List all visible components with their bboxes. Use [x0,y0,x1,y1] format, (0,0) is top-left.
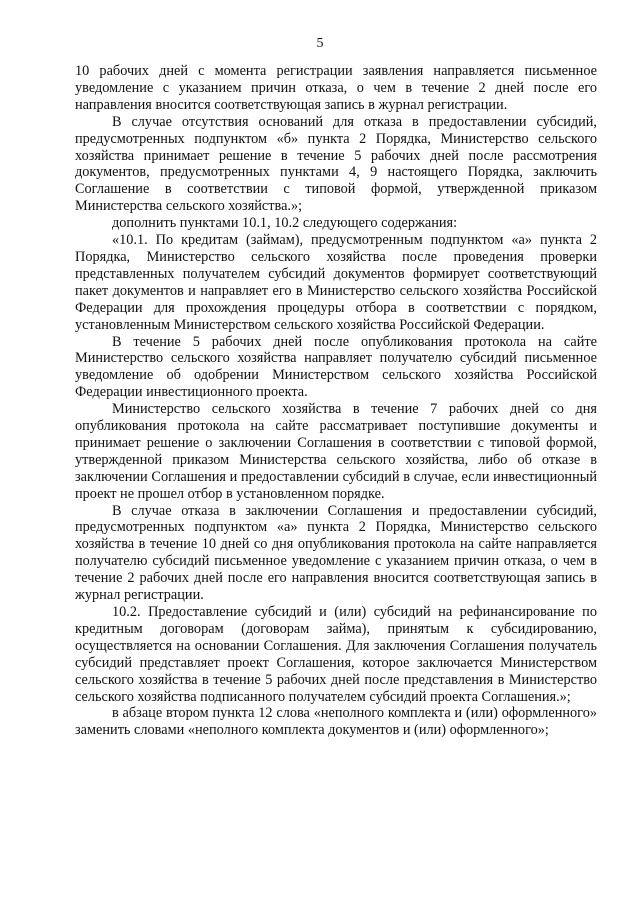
paragraph: Министерство сельского хозяйства в течение 7 рабочих дней со дня опубликования протокола на сайте рассматривает поступившие документы и принимает решение о заключении Соглашения в соответствии с типовой формой, утвержденной приказом Министерства сельского хозяйства, либо об отказе в заключении Соглашения и предоставлении субсидий в случае, если инвестиционный проект не прошел отбор в установленном порядке. [75,401,597,502]
paragraph: «10.1. По кредитам (займам), предусмотренным подпунктом «а» пункта 2 Порядка, Министерство сельского хозяйства после проведения проверки представленных получателем субсидий документов формирует соответствующий пакет документов и направляет его в Министерство сельского хозяйства Российской Федерации для прохождения процедуры отбора в соответствии с порядком, установленным Министерством сельского хозяйства Российской Федерации. [75,232,597,333]
document-body [75,63,597,739]
paragraph: В случае отказа в заключении Соглашения и предоставлении субсидий, предусмотренных подпунктом «а» пункта 2 Порядка, Министерство сельского хозяйства в течение 10 дней со дня опубликования протокола на сайте направляется получателю субсидий письменное уведомление с указанием причин отказа, о чем в течение 2 рабочих дней после его направления вносится соответствующая запись в журнал регистрации. [75,502,597,604]
page-number: 5 [316,36,324,51]
paragraph: в абзаце втором пункта 12 слова «неполного комплекта и (или) оформленного» заменить словами «неполного комплекта документов и (или) оформленного»; [75,705,597,739]
paragraph: 10 рабочих дней с момента регистрации заявления направляется письменное уведомление с указанием причин отказа, о чем в течение 2 дней после его направления вносится соответствующая запись в журнал регистрации. [75,63,597,113]
paragraph: В течение 5 рабочих дней после опубликования протокола на сайте Министерство сельского хозяйства направляет получателю субсидий письменное уведомление об одобрении Министерством сельского хозяйства Российской Федерации инвестиционного проекта. [75,333,597,401]
paragraph: дополнить пунктами 10.1, 10.2 следующего содержания: [112,215,458,232]
paragraph: 10.2. Предоставление субсидий и (или) субсидий на рефинансирование по кредитным договорам (договорам займа), принятым к субсидированию, осуществляется на основании Соглашения. Для заключения Соглашения получатель субсидий представляет проект Соглашения, которое заключается Министерством сельского хозяйства в течение 5 рабочих дней после представления в Министерство сельского хозяйства подписанного получателем субсидий проекта Соглашения.»; [75,604,597,705]
paragraph: В случае отсутствия оснований для отказа в предоставлении субсидий, предусмотренных подпунктом «б» пункта 2 Порядка, Министерство сельского хозяйства принимает решение в течение 5 рабочих дней после рассмотрения документов, предусмотренных пунктами 4, 9 настоящего Порядка, заключить Соглашение в соответствии с типовой формой, утвержденной приказом Министерства сельского хозяйства.»; [75,113,597,215]
